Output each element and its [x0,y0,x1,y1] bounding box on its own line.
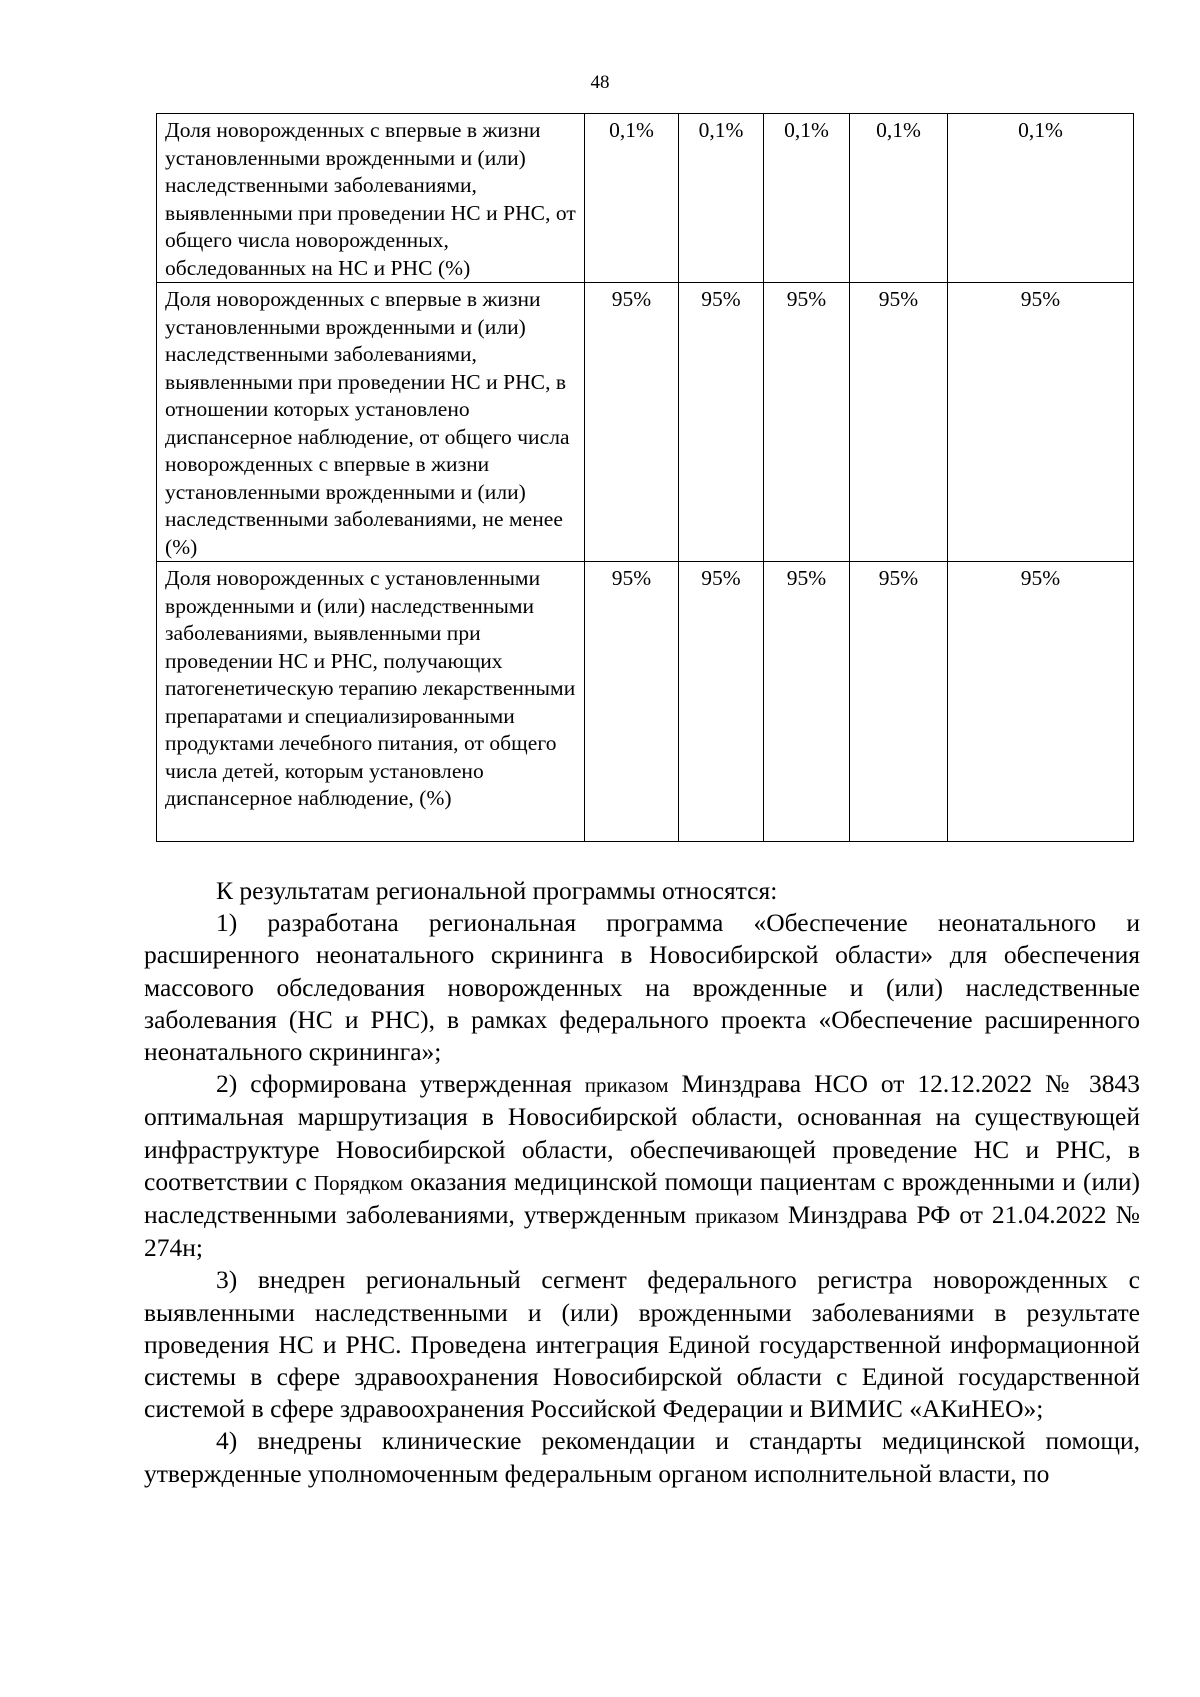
indicator-value: 95% [850,283,948,562]
indicator-value: 95% [585,562,679,842]
indicator-value: 95% [764,283,850,562]
text-run: Минздрава НСО от 12.12.2022 № 3843 оптимальная маршрутизация в Новосибирской области, основанная на существующей инфраструктуре Новосибирской области, обеспечивающей проведение НС и РНС, в соответствии с [144,1069,1140,1196]
paragraph-item-1: 1) разработана региональная программа «Обеспечение неонатального и расширенного неонатального скрининга в Новосибирской области» для обеспечения массового обследования новорожденных на врожденные и (или) наследственные заболевания (НС и РНС), в рамках федерального проекта «Обеспечение расширенного неонатального скрининга»; [144,908,1140,1067]
indicator-value: 95% [764,562,850,842]
indicator-label: Доля новорожденных с установленными врожденными и (или) наследственными заболеваниями, выявленными при проведении НС и РНС, получающих патогенетическую терапию лекарственными препаратами и специализированными продуктами лечебного питания, от общего числа детей, которым установлено диспансерное наблюдение, (%) [157,562,585,842]
indicator-value: 95% [948,562,1134,842]
indicator-label: Доля новорожденных с впервые в жизни установленными врожденными и (или) наследственными заболеваниями, выявленными при проведении НС и РНС, от общего числа новорожденных, обследованных на НС и РНС (%) [157,114,585,283]
indicator-value: 0,1% [585,114,679,283]
text-run: приказом [695,1204,779,1229]
indicator-value: 0,1% [948,114,1134,283]
table-row [157,114,1134,283]
indicators-table [156,113,1134,842]
indicator-value: 0,1% [764,114,850,283]
paragraph-item-3: 3) внедрен региональный сегмент федерального регистра новорожденных с выявленными наследственными и (или) врожденными заболеваниями в результате проведения НС и РНС. Проведена интеграция Единой государственной информационной системы в сфере здравоохранения Новосибирской области с Единой государственной системой в сфере здравоохранения Российской Федерации и ВИМИС «АКиНЕО»; [144,1265,1140,1424]
indicator-value: 0,1% [679,114,764,283]
table-row [157,562,1134,842]
indicator-value: 95% [850,562,948,842]
indicator-label: Доля новорожденных с впервые в жизни установленными врожденными и (или) наследственными заболеваниями, выявленными при проведении НС и РНС, в отношении которых установлено диспансерное наблюдение, от общего числа новорожденных с впервые в жизни установленными врожденными и (или) наследственными заболеваниями, не менее (%) [157,283,585,562]
text-run: Минздрава РФ от 21.04.2022 № 274н; [144,1200,1140,1263]
page-number: 48 [590,72,610,93]
text-run: 2) сформирована утвержденная [216,1069,585,1099]
paragraph-intro: К результатам региональной программы относятся: [216,876,778,905]
body-text [144,875,1140,1490]
text-run: приказом [584,1073,669,1098]
indicator-value: 95% [679,283,764,562]
table-row [157,283,1134,562]
indicator-value: 95% [948,283,1134,562]
text-run: Порядком [313,1170,403,1195]
indicator-value: 95% [585,283,679,562]
indicator-value: 95% [679,562,764,842]
paragraph-item-2 [144,1068,1140,1264]
text-run: оказания медицинской помощи пациентам с врожденными и (или) наследственными заболеваниями, утвержденным [144,1166,1140,1230]
indicator-value: 0,1% [850,114,948,283]
paragraph-item-4: 4) внедрены клинические рекомендации и стандарты медицинской помощи, утвержденные уполномоченным федеральным органом исполнительной власти, по [144,1426,1140,1488]
